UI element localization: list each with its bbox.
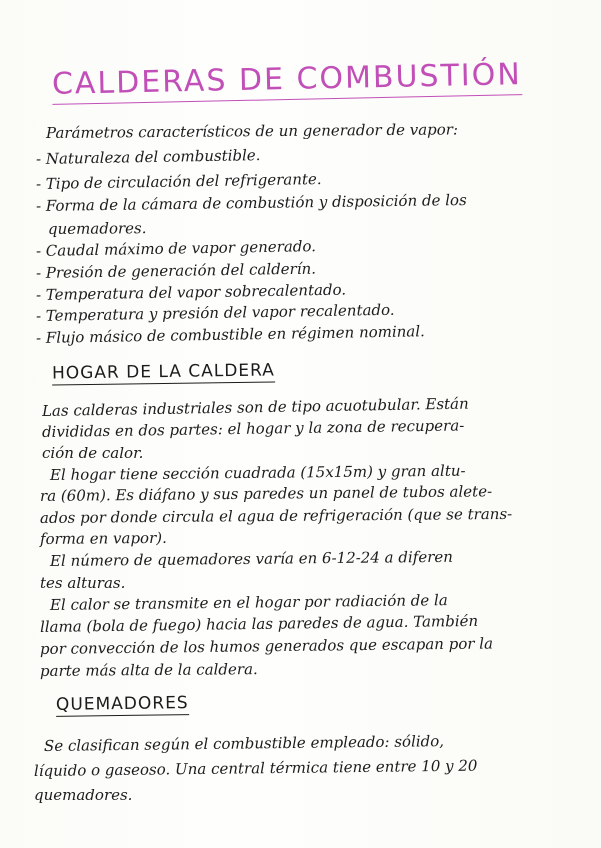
paragraph-line: líquido o gaseoso. Una central térmica tiene entre 10 y 20 bbox=[33, 756, 478, 780]
paragraph-line: El número de quemadores varía en 6-12-24 a diferen bbox=[49, 547, 453, 570]
paragraph-line: por convección de los humos generados que escapan por la bbox=[39, 634, 494, 658]
list-item: - Tipo de circulación del refrigerante. bbox=[35, 170, 322, 193]
paragraph-line: El hogar tiene sección cuadrada (15x15m) y gran altu- bbox=[49, 461, 466, 484]
list-item: - Naturaleza del combustible. bbox=[35, 146, 261, 168]
paragraph-line: forma en vapor). bbox=[39, 528, 167, 548]
section-heading-quemadores: QUEMADORES bbox=[55, 693, 189, 715]
list-item: quemadores. bbox=[47, 219, 147, 238]
paragraph-line: llama (bola de fuego) hacia las paredes de agua. También bbox=[39, 611, 479, 636]
list-item: - Presión de generación del calderín. bbox=[35, 259, 317, 282]
paragraph-line: ados por donde circula el agua de refrigeración (que se trans- bbox=[39, 504, 513, 527]
paragraph-line: ción de calor. bbox=[42, 444, 144, 462]
parameters-intro: Parámetros característicos de un generador de vapor: bbox=[45, 120, 459, 142]
list-item: - Temperatura del vapor sobrecalentado. bbox=[35, 280, 347, 304]
list-item: - Forma de la cámara de combustión y disposición de los bbox=[35, 190, 467, 215]
paragraph-line: divididas en dos partes: el hogar y la zona de recupera- bbox=[41, 416, 465, 441]
paragraph-line: parte más alta de la caldera. bbox=[39, 660, 258, 680]
list-item: - Flujo másico de combustible en régimen nominal. bbox=[35, 322, 426, 347]
paragraph-line: quemadores. bbox=[34, 786, 133, 804]
paragraph-line: Las calderas industriales son de tipo acuotubular. Están bbox=[41, 394, 469, 420]
paragraph-line: Se clasifican según el combustible empleado: sólido, bbox=[43, 732, 445, 755]
list-item: - Temperatura y presión del vapor recalentado. bbox=[35, 300, 395, 325]
list-item: - Caudal máximo de vapor generado. bbox=[35, 237, 317, 260]
paragraph-line: El calor se transmite en el hogar por radiación de la bbox=[49, 591, 448, 614]
paragraph-line: tes alturas. bbox=[40, 574, 126, 592]
section-heading-hogar: HOGAR DE LA CALDERA bbox=[51, 360, 275, 384]
page-title: CALDERAS DE COMBUSTIÓN bbox=[52, 57, 523, 105]
paragraph-line: ra (60m). Es diáfano y sus paredes un panel de tubos alete- bbox=[39, 482, 493, 505]
